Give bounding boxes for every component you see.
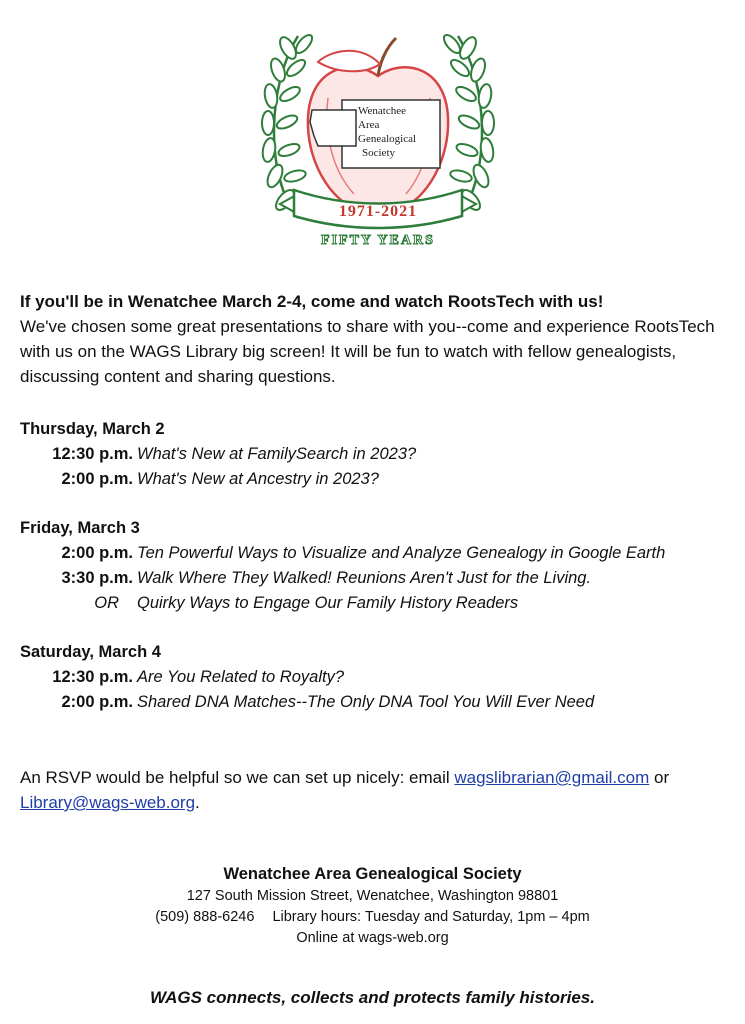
footer-address: 127 South Mission Street, Wenatchee, Washington 98801 xyxy=(186,888,559,904)
rsvp-text: An RSVP would be helpful so we can set up nicely: email xyxy=(20,768,455,787)
logo-org-line1: Wenatchee xyxy=(358,105,406,117)
librarian-email-link[interactable]: wagslibrarian@gmail.com xyxy=(454,768,650,787)
schedule-day-thursday xyxy=(20,417,740,492)
footer-org-name: Wenatchee Area Genealogical Society xyxy=(223,865,522,883)
session-time: 12:30 p.m. xyxy=(52,445,133,463)
session-time: 3:30 p.m. xyxy=(61,569,133,587)
session-title: Quirky Ways to Engage Our Family History Readers xyxy=(137,594,519,612)
intro-section xyxy=(20,289,735,389)
footer-phone-hours xyxy=(0,907,745,928)
rsvp-period: . xyxy=(195,793,200,812)
session-item xyxy=(20,665,740,690)
session-title: What's New at FamilySearch in 2023? xyxy=(137,445,417,463)
footer-phone: (509) 888-6246 xyxy=(155,909,255,925)
washington-state-icon xyxy=(310,110,356,146)
logo-org-line3: Genealogical xyxy=(358,133,417,145)
session-item xyxy=(20,442,740,467)
intro-text: We've chosen some great presentations to share with you--come and experience RootsTech with us on the WAGS Library big screen! It will be fun to watch with fellow genealogists, discussing content and sharing questions. xyxy=(20,317,715,386)
session-item-alternative xyxy=(20,591,740,616)
session-title: Are You Related to Royalty? xyxy=(137,668,344,686)
intro-heading: If you'll be in Wenatchee March 2-4, come and watch RootsTech with us! xyxy=(20,292,604,311)
session-time: 2:00 p.m. xyxy=(61,470,133,488)
logo-years: 1971-2021 xyxy=(338,203,418,220)
session-item xyxy=(20,566,740,591)
session-item xyxy=(20,690,740,715)
session-item xyxy=(20,541,740,566)
schedule-day-saturday xyxy=(20,640,740,715)
session-item xyxy=(20,467,740,492)
session-title: What's New at Ancestry in 2023? xyxy=(137,470,379,488)
logo-anniversary: FIFTY YEARS xyxy=(321,233,435,248)
motto: WAGS connects, collects and protects family histories. xyxy=(150,988,595,1007)
session-time: 12:30 p.m. xyxy=(52,668,133,686)
session-time: 2:00 p.m. xyxy=(61,693,133,711)
session-title: Shared DNA Matches--The Only DNA Tool You Will Ever Need xyxy=(137,693,595,711)
day-title: Thursday, March 2 xyxy=(20,420,165,438)
rsvp-section xyxy=(20,765,735,815)
session-or-label: OR xyxy=(94,594,119,612)
footer-online: Online at wags-web.org xyxy=(296,930,449,946)
wags-50th-anniversary-logo xyxy=(258,18,498,250)
day-title: Saturday, March 4 xyxy=(20,643,161,661)
logo-org-line2: Area xyxy=(358,119,380,131)
library-email-link[interactable]: Library@wags-web.org xyxy=(20,793,196,812)
schedule-day-friday xyxy=(20,516,740,616)
footer-contact-block xyxy=(0,862,745,949)
session-title: Ten Powerful Ways to Visualize and Analyze Genealogy in Google Earth xyxy=(137,544,666,562)
day-title: Friday, March 3 xyxy=(20,519,140,537)
logo-org-line4: Society xyxy=(362,147,395,159)
footer-hours: Library hours: Tuesday and Saturday, 1pm – 4pm xyxy=(272,909,590,925)
session-title: Walk Where They Walked! Reunions Aren't Just for the Living. xyxy=(137,569,592,587)
session-time: 2:00 p.m. xyxy=(61,544,133,562)
rsvp-connector: or xyxy=(649,768,670,787)
